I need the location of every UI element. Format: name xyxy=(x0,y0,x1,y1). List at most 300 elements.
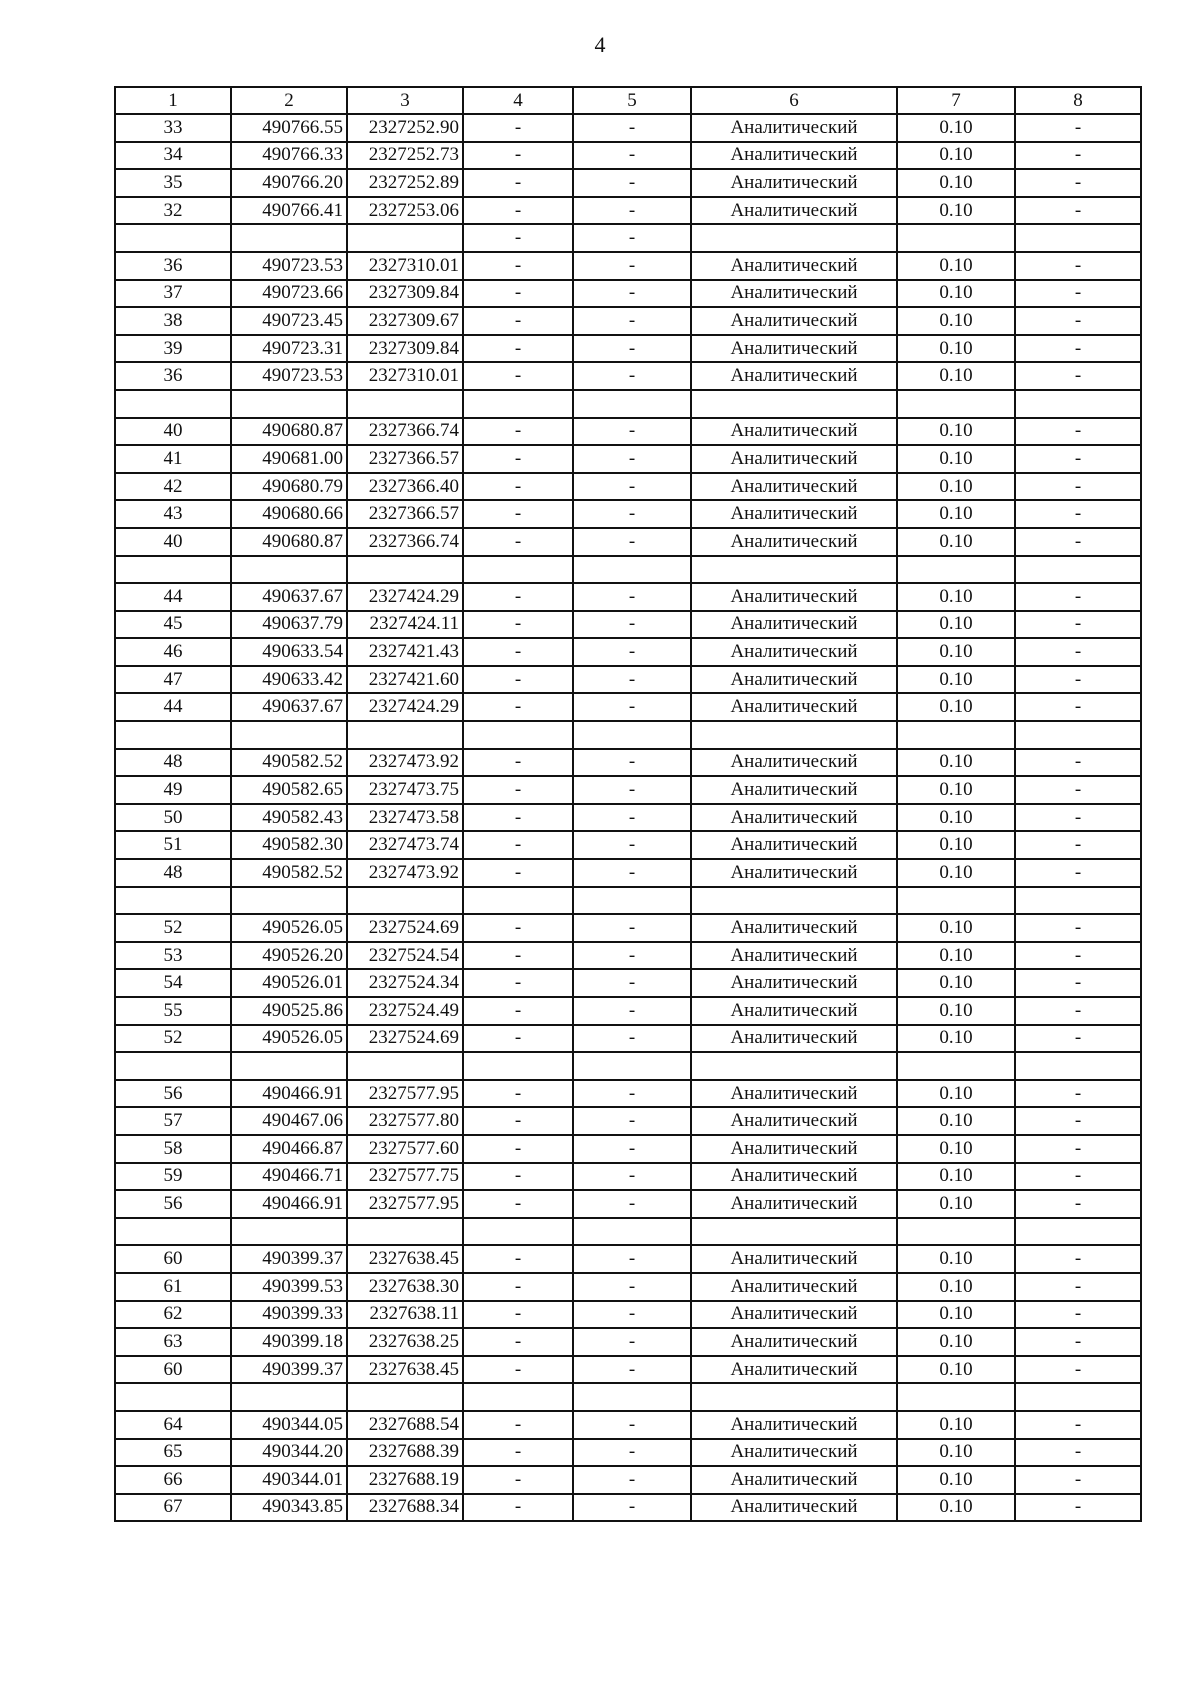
y-coordinate-cell: 2327524.69 xyxy=(347,1025,463,1053)
table-row xyxy=(115,1273,1141,1301)
col8-cell: - xyxy=(1015,1163,1141,1191)
point-number-cell: 63 xyxy=(115,1328,231,1356)
col4-cell: - xyxy=(463,1439,573,1467)
table-row xyxy=(115,611,1141,639)
col5-cell: - xyxy=(573,1273,691,1301)
point-number-cell xyxy=(115,1383,231,1411)
x-coordinate-cell: 490723.31 xyxy=(231,335,347,363)
y-coordinate-cell: 2327424.11 xyxy=(347,611,463,639)
method-cell: Аналитический xyxy=(691,500,897,528)
col5-cell: - xyxy=(573,638,691,666)
col5-cell: - xyxy=(573,693,691,721)
x-coordinate-cell: 490637.79 xyxy=(231,611,347,639)
table-row xyxy=(115,583,1141,611)
x-coordinate-cell: 490582.65 xyxy=(231,776,347,804)
col4-cell: - xyxy=(463,666,573,694)
point-number-cell xyxy=(115,721,231,749)
method-cell: Аналитический xyxy=(691,197,897,225)
accuracy-cell: 0.10 xyxy=(897,693,1015,721)
col4-cell xyxy=(463,887,573,915)
point-number-cell: 38 xyxy=(115,307,231,335)
x-coordinate-cell: 490680.87 xyxy=(231,418,347,446)
accuracy-cell: 0.10 xyxy=(897,500,1015,528)
col8-cell: - xyxy=(1015,252,1141,280)
y-coordinate-cell: 2327688.39 xyxy=(347,1439,463,1467)
separator-row xyxy=(115,390,1141,418)
col4-cell: - xyxy=(463,1107,573,1135)
y-coordinate-cell: 2327577.80 xyxy=(347,1107,463,1135)
col5-cell: - xyxy=(573,114,691,142)
y-coordinate-cell xyxy=(347,887,463,915)
point-number-cell: 57 xyxy=(115,1107,231,1135)
method-cell: Аналитический xyxy=(691,1025,897,1053)
method-cell: Аналитический xyxy=(691,335,897,363)
x-coordinate-cell: 490399.18 xyxy=(231,1328,347,1356)
column-header-1: 1 xyxy=(115,87,231,114)
point-number-cell: 33 xyxy=(115,114,231,142)
point-number-cell: 35 xyxy=(115,169,231,197)
table-row xyxy=(115,418,1141,446)
y-coordinate-cell: 2327688.34 xyxy=(347,1494,463,1522)
col5-cell: - xyxy=(573,362,691,390)
accuracy-cell: 0.10 xyxy=(897,114,1015,142)
accuracy-cell xyxy=(897,224,1015,252)
point-number-cell: 45 xyxy=(115,611,231,639)
col4-cell: - xyxy=(463,1245,573,1273)
column-header-6: 6 xyxy=(691,87,897,114)
x-coordinate-cell: 490466.91 xyxy=(231,1190,347,1218)
x-coordinate-cell xyxy=(231,556,347,584)
point-number-cell: 47 xyxy=(115,666,231,694)
x-coordinate-cell xyxy=(231,887,347,915)
table-row xyxy=(115,1328,1141,1356)
col5-cell: - xyxy=(573,804,691,832)
table-row xyxy=(115,1025,1141,1053)
accuracy-cell: 0.10 xyxy=(897,1245,1015,1273)
col8-cell: - xyxy=(1015,859,1141,887)
method-cell: Аналитический xyxy=(691,473,897,501)
col4-cell: - xyxy=(463,528,573,556)
col5-cell xyxy=(573,887,691,915)
accuracy-cell: 0.10 xyxy=(897,1356,1015,1384)
y-coordinate-cell: 2327309.84 xyxy=(347,335,463,363)
method-cell: Аналитический xyxy=(691,583,897,611)
point-number-cell: 54 xyxy=(115,969,231,997)
col4-cell xyxy=(463,1052,573,1080)
table-row xyxy=(115,280,1141,308)
accuracy-cell: 0.10 xyxy=(897,638,1015,666)
x-coordinate-cell: 490766.41 xyxy=(231,197,347,225)
table-row xyxy=(115,1494,1141,1522)
col5-cell: - xyxy=(573,197,691,225)
x-coordinate-cell: 490633.42 xyxy=(231,666,347,694)
y-coordinate-cell: 2327473.58 xyxy=(347,804,463,832)
col5-cell: - xyxy=(573,1494,691,1522)
point-number-cell: 44 xyxy=(115,693,231,721)
x-coordinate-cell: 490399.37 xyxy=(231,1356,347,1384)
table-row xyxy=(115,969,1141,997)
method-cell xyxy=(691,390,897,418)
col4-cell xyxy=(463,556,573,584)
x-coordinate-cell: 490344.05 xyxy=(231,1411,347,1439)
col8-cell: - xyxy=(1015,1466,1141,1494)
point-number-cell: 42 xyxy=(115,473,231,501)
col4-cell xyxy=(463,1218,573,1246)
accuracy-cell: 0.10 xyxy=(897,611,1015,639)
table-row xyxy=(115,749,1141,777)
col5-cell xyxy=(573,1383,691,1411)
y-coordinate-cell: 2327421.43 xyxy=(347,638,463,666)
col8-cell: - xyxy=(1015,1107,1141,1135)
col8-cell: - xyxy=(1015,1273,1141,1301)
col5-cell: - xyxy=(573,997,691,1025)
accuracy-cell: 0.10 xyxy=(897,1273,1015,1301)
point-number-cell: 40 xyxy=(115,418,231,446)
y-coordinate-cell: 2327524.49 xyxy=(347,997,463,1025)
accuracy-cell: 0.10 xyxy=(897,914,1015,942)
col8-cell xyxy=(1015,721,1141,749)
col4-cell: - xyxy=(463,1328,573,1356)
accuracy-cell: 0.10 xyxy=(897,997,1015,1025)
column-header-3: 3 xyxy=(347,87,463,114)
col5-cell: - xyxy=(573,914,691,942)
method-cell: Аналитический xyxy=(691,1107,897,1135)
col4-cell: - xyxy=(463,1080,573,1108)
y-coordinate-cell: 2327366.57 xyxy=(347,445,463,473)
accuracy-cell: 0.10 xyxy=(897,445,1015,473)
table-row xyxy=(115,859,1141,887)
col4-cell: - xyxy=(463,1135,573,1163)
accuracy-cell: 0.10 xyxy=(897,942,1015,970)
col5-cell xyxy=(573,390,691,418)
x-coordinate-cell xyxy=(231,390,347,418)
table-row xyxy=(115,1080,1141,1108)
separator-row xyxy=(115,1383,1141,1411)
table-row xyxy=(115,114,1141,142)
method-cell: Аналитический xyxy=(691,362,897,390)
y-coordinate-cell: 2327688.54 xyxy=(347,1411,463,1439)
point-number-cell: 56 xyxy=(115,1080,231,1108)
x-coordinate-cell: 490399.33 xyxy=(231,1301,347,1329)
col4-cell: - xyxy=(463,831,573,859)
col4-cell: - xyxy=(463,1273,573,1301)
col5-cell: - xyxy=(573,1245,691,1273)
point-number-cell: 67 xyxy=(115,1494,231,1522)
column-header-8: 8 xyxy=(1015,87,1141,114)
col5-cell: - xyxy=(573,1301,691,1329)
table-row xyxy=(115,666,1141,694)
col4-cell: - xyxy=(463,1190,573,1218)
x-coordinate-cell: 490344.20 xyxy=(231,1439,347,1467)
accuracy-cell: 0.10 xyxy=(897,831,1015,859)
method-cell xyxy=(691,1383,897,1411)
method-cell: Аналитический xyxy=(691,693,897,721)
col8-cell: - xyxy=(1015,197,1141,225)
accuracy-cell xyxy=(897,1052,1015,1080)
table-row xyxy=(115,776,1141,804)
col8-cell xyxy=(1015,1052,1141,1080)
col4-cell: - xyxy=(463,914,573,942)
table-row xyxy=(115,942,1141,970)
x-coordinate-cell: 490680.87 xyxy=(231,528,347,556)
col4-cell: - xyxy=(463,500,573,528)
col8-cell: - xyxy=(1015,1356,1141,1384)
accuracy-cell: 0.10 xyxy=(897,1080,1015,1108)
col8-cell: - xyxy=(1015,1411,1141,1439)
point-number-cell: 53 xyxy=(115,942,231,970)
col4-cell: - xyxy=(463,445,573,473)
x-coordinate-cell: 490526.01 xyxy=(231,969,347,997)
method-cell: Аналитический xyxy=(691,252,897,280)
x-coordinate-cell: 490526.05 xyxy=(231,1025,347,1053)
col5-cell: - xyxy=(573,1025,691,1053)
method-cell xyxy=(691,721,897,749)
accuracy-cell: 0.10 xyxy=(897,1025,1015,1053)
col5-cell: - xyxy=(573,776,691,804)
y-coordinate-cell: 2327577.75 xyxy=(347,1163,463,1191)
method-cell: Аналитический xyxy=(691,749,897,777)
method-cell: Аналитический xyxy=(691,831,897,859)
col5-cell: - xyxy=(573,1190,691,1218)
y-coordinate-cell xyxy=(347,556,463,584)
method-cell: Аналитический xyxy=(691,1439,897,1467)
method-cell: Аналитический xyxy=(691,666,897,694)
col4-cell: - xyxy=(463,997,573,1025)
x-coordinate-cell: 490637.67 xyxy=(231,693,347,721)
accuracy-cell: 0.10 xyxy=(897,280,1015,308)
table-row xyxy=(115,445,1141,473)
point-number-cell: 56 xyxy=(115,1190,231,1218)
col4-cell: - xyxy=(463,776,573,804)
col8-cell: - xyxy=(1015,280,1141,308)
table-row xyxy=(115,197,1141,225)
accuracy-cell xyxy=(897,390,1015,418)
col8-cell xyxy=(1015,224,1141,252)
table-row xyxy=(115,1190,1141,1218)
y-coordinate-cell: 2327421.60 xyxy=(347,666,463,694)
accuracy-cell: 0.10 xyxy=(897,1439,1015,1467)
table-row xyxy=(115,1135,1141,1163)
accuracy-cell: 0.10 xyxy=(897,1163,1015,1191)
y-coordinate-cell: 2327638.45 xyxy=(347,1245,463,1273)
point-number-cell: 48 xyxy=(115,749,231,777)
col5-cell xyxy=(573,556,691,584)
y-coordinate-cell: 2327366.74 xyxy=(347,528,463,556)
x-coordinate-cell: 490466.71 xyxy=(231,1163,347,1191)
x-coordinate-cell: 490582.30 xyxy=(231,831,347,859)
col8-cell: - xyxy=(1015,169,1141,197)
y-coordinate-cell: 2327424.29 xyxy=(347,583,463,611)
col8-cell xyxy=(1015,556,1141,584)
x-coordinate-cell: 490466.87 xyxy=(231,1135,347,1163)
method-cell xyxy=(691,224,897,252)
x-coordinate-cell: 490344.01 xyxy=(231,1466,347,1494)
col4-cell xyxy=(463,390,573,418)
y-coordinate-cell: 2327473.92 xyxy=(347,749,463,777)
accuracy-cell: 0.10 xyxy=(897,197,1015,225)
separator-row xyxy=(115,887,1141,915)
col4-cell: - xyxy=(463,142,573,170)
accuracy-cell: 0.10 xyxy=(897,1190,1015,1218)
column-header-5: 5 xyxy=(573,87,691,114)
accuracy-cell: 0.10 xyxy=(897,1301,1015,1329)
col8-cell: - xyxy=(1015,1190,1141,1218)
method-cell: Аналитический xyxy=(691,1245,897,1273)
accuracy-cell: 0.10 xyxy=(897,473,1015,501)
col8-cell: - xyxy=(1015,1080,1141,1108)
x-coordinate-cell: 490681.00 xyxy=(231,445,347,473)
y-coordinate-cell: 2327638.45 xyxy=(347,1356,463,1384)
col4-cell: - xyxy=(463,1301,573,1329)
col4-cell: - xyxy=(463,362,573,390)
col5-cell: - xyxy=(573,473,691,501)
col5-cell: - xyxy=(573,1328,691,1356)
x-coordinate-cell: 490680.66 xyxy=(231,500,347,528)
method-cell: Аналитический xyxy=(691,1163,897,1191)
method-cell: Аналитический xyxy=(691,1356,897,1384)
table-row xyxy=(115,362,1141,390)
y-coordinate-cell: 2327473.92 xyxy=(347,859,463,887)
x-coordinate-cell: 490633.54 xyxy=(231,638,347,666)
point-number-cell xyxy=(115,887,231,915)
accuracy-cell: 0.10 xyxy=(897,1466,1015,1494)
method-cell: Аналитический xyxy=(691,776,897,804)
col8-cell: - xyxy=(1015,362,1141,390)
y-coordinate-cell xyxy=(347,721,463,749)
y-coordinate-cell: 2327424.29 xyxy=(347,693,463,721)
method-cell: Аналитический xyxy=(691,859,897,887)
method-cell: Аналитический xyxy=(691,114,897,142)
separator-row xyxy=(115,721,1141,749)
x-coordinate-cell xyxy=(231,721,347,749)
point-number-cell: 52 xyxy=(115,914,231,942)
point-number-cell: 66 xyxy=(115,1466,231,1494)
col4-cell: - xyxy=(463,114,573,142)
col5-cell: - xyxy=(573,528,691,556)
table-row xyxy=(115,473,1141,501)
method-cell: Аналитический xyxy=(691,638,897,666)
method-cell: Аналитический xyxy=(691,418,897,446)
table-row xyxy=(115,528,1141,556)
col8-cell: - xyxy=(1015,335,1141,363)
col4-cell: - xyxy=(463,1356,573,1384)
y-coordinate-cell: 2327309.67 xyxy=(347,307,463,335)
x-coordinate-cell xyxy=(231,224,347,252)
col8-cell: - xyxy=(1015,942,1141,970)
x-coordinate-cell: 490723.53 xyxy=(231,252,347,280)
col8-cell: - xyxy=(1015,583,1141,611)
x-coordinate-cell: 490723.66 xyxy=(231,280,347,308)
col8-cell: - xyxy=(1015,749,1141,777)
x-coordinate-cell: 490582.52 xyxy=(231,749,347,777)
accuracy-cell xyxy=(897,721,1015,749)
table-row xyxy=(115,1439,1141,1467)
table-row xyxy=(115,638,1141,666)
accuracy-cell xyxy=(897,556,1015,584)
accuracy-cell: 0.10 xyxy=(897,418,1015,446)
accuracy-cell: 0.10 xyxy=(897,776,1015,804)
col8-cell: - xyxy=(1015,804,1141,832)
col5-cell: - xyxy=(573,445,691,473)
y-coordinate-cell: 2327524.54 xyxy=(347,942,463,970)
accuracy-cell: 0.10 xyxy=(897,804,1015,832)
col8-cell: - xyxy=(1015,831,1141,859)
table-row xyxy=(115,831,1141,859)
table-row xyxy=(115,1411,1141,1439)
accuracy-cell: 0.10 xyxy=(897,749,1015,777)
col5-cell: - xyxy=(573,307,691,335)
col4-cell: - xyxy=(463,252,573,280)
col4-cell: - xyxy=(463,693,573,721)
table-row xyxy=(115,804,1141,832)
y-coordinate-cell: 2327366.74 xyxy=(347,418,463,446)
point-number-cell: 58 xyxy=(115,1135,231,1163)
method-cell: Аналитический xyxy=(691,611,897,639)
col4-cell: - xyxy=(463,169,573,197)
method-cell: Аналитический xyxy=(691,307,897,335)
col4-cell: - xyxy=(463,1466,573,1494)
col8-cell: - xyxy=(1015,1025,1141,1053)
table-row xyxy=(115,307,1141,335)
col8-cell xyxy=(1015,887,1141,915)
col5-cell: - xyxy=(573,749,691,777)
accuracy-cell: 0.10 xyxy=(897,1494,1015,1522)
col8-cell xyxy=(1015,1383,1141,1411)
accuracy-cell: 0.10 xyxy=(897,969,1015,997)
method-cell: Аналитический xyxy=(691,528,897,556)
point-number-cell xyxy=(115,1052,231,1080)
col4-cell: - xyxy=(463,280,573,308)
accuracy-cell: 0.10 xyxy=(897,583,1015,611)
table-row xyxy=(115,1163,1141,1191)
y-coordinate-cell: 2327524.34 xyxy=(347,969,463,997)
col8-cell xyxy=(1015,1218,1141,1246)
y-coordinate-cell: 2327688.19 xyxy=(347,1466,463,1494)
method-cell: Аналитический xyxy=(691,1466,897,1494)
point-number-cell: 39 xyxy=(115,335,231,363)
col5-cell: - xyxy=(573,252,691,280)
y-coordinate-cell: 2327252.89 xyxy=(347,169,463,197)
table-row xyxy=(115,1356,1141,1384)
point-number-cell xyxy=(115,556,231,584)
accuracy-cell: 0.10 xyxy=(897,142,1015,170)
col5-cell: - xyxy=(573,969,691,997)
col4-cell: - xyxy=(463,1494,573,1522)
table-row xyxy=(115,693,1141,721)
table-row xyxy=(115,169,1141,197)
point-number-cell xyxy=(115,390,231,418)
x-coordinate-cell: 490582.52 xyxy=(231,859,347,887)
point-number-cell: 65 xyxy=(115,1439,231,1467)
table-row xyxy=(115,1245,1141,1273)
x-coordinate-cell: 490525.86 xyxy=(231,997,347,1025)
x-coordinate-cell: 490582.43 xyxy=(231,804,347,832)
y-coordinate-cell: 2327638.25 xyxy=(347,1328,463,1356)
accuracy-cell: 0.10 xyxy=(897,1135,1015,1163)
col4-cell: - xyxy=(463,969,573,997)
col5-cell: - xyxy=(573,1107,691,1135)
x-coordinate-cell xyxy=(231,1383,347,1411)
y-coordinate-cell: 2327253.06 xyxy=(347,197,463,225)
col5-cell: - xyxy=(573,942,691,970)
col4-cell xyxy=(463,721,573,749)
y-coordinate-cell: 2327473.74 xyxy=(347,831,463,859)
accuracy-cell: 0.10 xyxy=(897,362,1015,390)
method-cell xyxy=(691,556,897,584)
method-cell xyxy=(691,1218,897,1246)
x-coordinate-cell xyxy=(231,1218,347,1246)
method-cell: Аналитический xyxy=(691,142,897,170)
